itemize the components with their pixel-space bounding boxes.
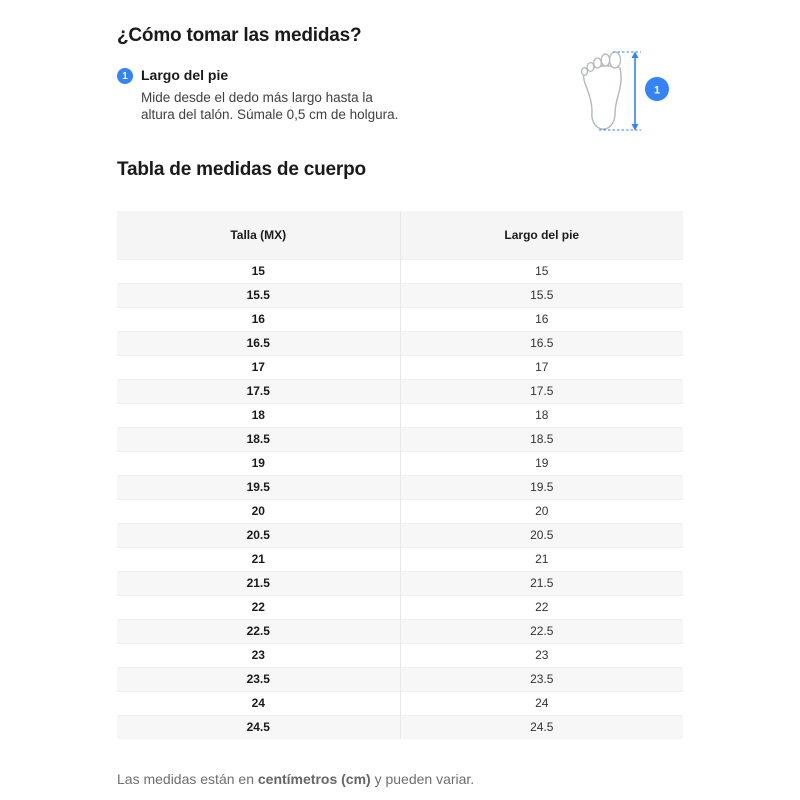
size-table-body (117, 259, 683, 739)
cell-talla: 15 (117, 259, 400, 283)
size-guide-panel (117, 0, 683, 787)
section-title: Tabla de medidas de cuerpo (117, 159, 366, 180)
table-row (117, 643, 683, 667)
table-row (117, 667, 683, 691)
cell-largo: 20.5 (400, 523, 683, 547)
table-row (117, 307, 683, 331)
footer-note-suffix: y pueden variar. (370, 771, 475, 787)
cell-talla: 16 (117, 307, 400, 331)
cell-largo: 24 (400, 691, 683, 715)
toe-icon (587, 63, 594, 72)
table-row (117, 595, 683, 619)
cell-talla: 23.5 (117, 667, 400, 691)
table-row (117, 691, 683, 715)
cell-talla: 21 (117, 547, 400, 571)
cell-talla: 20.5 (117, 523, 400, 547)
toe-icon (601, 54, 609, 66)
cell-largo: 21 (400, 547, 683, 571)
column-header-largo: Largo del pie (400, 211, 683, 259)
cell-largo: 19 (400, 451, 683, 475)
cell-talla: 24 (117, 691, 400, 715)
table-row (117, 355, 683, 379)
cell-talla: 22.5 (117, 619, 400, 643)
table-row (117, 619, 683, 643)
measurement-description-line2: altura del talón. Súmale 0,5 cm de holgura. (141, 107, 399, 122)
cell-talla: 19 (117, 451, 400, 475)
column-header-talla: Talla (MX) (117, 211, 400, 259)
cell-largo: 15.5 (400, 283, 683, 307)
cell-talla: 23 (117, 643, 400, 667)
cell-talla: 20 (117, 499, 400, 523)
measurement-text (141, 67, 398, 123)
size-table (117, 211, 683, 739)
cell-talla: 17.5 (117, 379, 400, 403)
table-row (117, 331, 683, 355)
cell-talla: 18.5 (117, 427, 400, 451)
cell-largo: 22 (400, 595, 683, 619)
page-title: ¿Cómo tomar las medidas? (117, 25, 362, 46)
table-row (117, 379, 683, 403)
footer-note (117, 771, 683, 787)
cell-talla: 19.5 (117, 475, 400, 499)
measurement-description (141, 89, 398, 123)
cell-talla: 21.5 (117, 571, 400, 595)
cell-talla: 22 (117, 595, 400, 619)
cell-largo: 17.5 (400, 379, 683, 403)
cell-talla: 15.5 (117, 283, 400, 307)
cell-largo: 16.5 (400, 331, 683, 355)
cell-largo: 18.5 (400, 427, 683, 451)
measurement-number-badge: 1 (117, 68, 133, 84)
cell-talla: 18 (117, 403, 400, 427)
cell-largo: 16 (400, 307, 683, 331)
table-row (117, 523, 683, 547)
toe-icon (582, 68, 588, 76)
table-row (117, 427, 683, 451)
table-row (117, 547, 683, 571)
cell-largo: 24.5 (400, 715, 683, 739)
table-row (117, 475, 683, 499)
cell-talla: 24.5 (117, 715, 400, 739)
table-row (117, 259, 683, 283)
cell-largo: 23 (400, 643, 683, 667)
cell-largo: 21.5 (400, 571, 683, 595)
size-table-header (117, 211, 683, 259)
cell-largo: 15 (400, 259, 683, 283)
measurement-description-line1: Mide desde el dedo más largo hasta la (141, 90, 373, 105)
table-row (117, 403, 683, 427)
table-row (117, 571, 683, 595)
table-row (117, 499, 683, 523)
measurement-label: Largo del pie (141, 67, 229, 83)
cell-talla: 17 (117, 355, 400, 379)
cell-largo: 20 (400, 499, 683, 523)
table-row (117, 451, 683, 475)
foot-outline-icon (584, 66, 621, 129)
cell-largo: 23.5 (400, 667, 683, 691)
cell-largo: 18 (400, 403, 683, 427)
cell-largo: 22.5 (400, 619, 683, 643)
toe-icon (610, 52, 621, 68)
table-row (117, 715, 683, 739)
table-row (117, 283, 683, 307)
cell-largo: 19.5 (400, 475, 683, 499)
footer-note-prefix: Las medidas están en (117, 771, 258, 787)
cell-talla: 16.5 (117, 331, 400, 355)
header-row (117, 211, 683, 259)
toe-icon (594, 58, 602, 68)
footer-note-units: centímetros (cm) (257, 771, 371, 787)
cell-largo: 17 (400, 355, 683, 379)
foot-measurement-icon (575, 40, 690, 140)
figure-marker-number: 1 (653, 84, 661, 97)
